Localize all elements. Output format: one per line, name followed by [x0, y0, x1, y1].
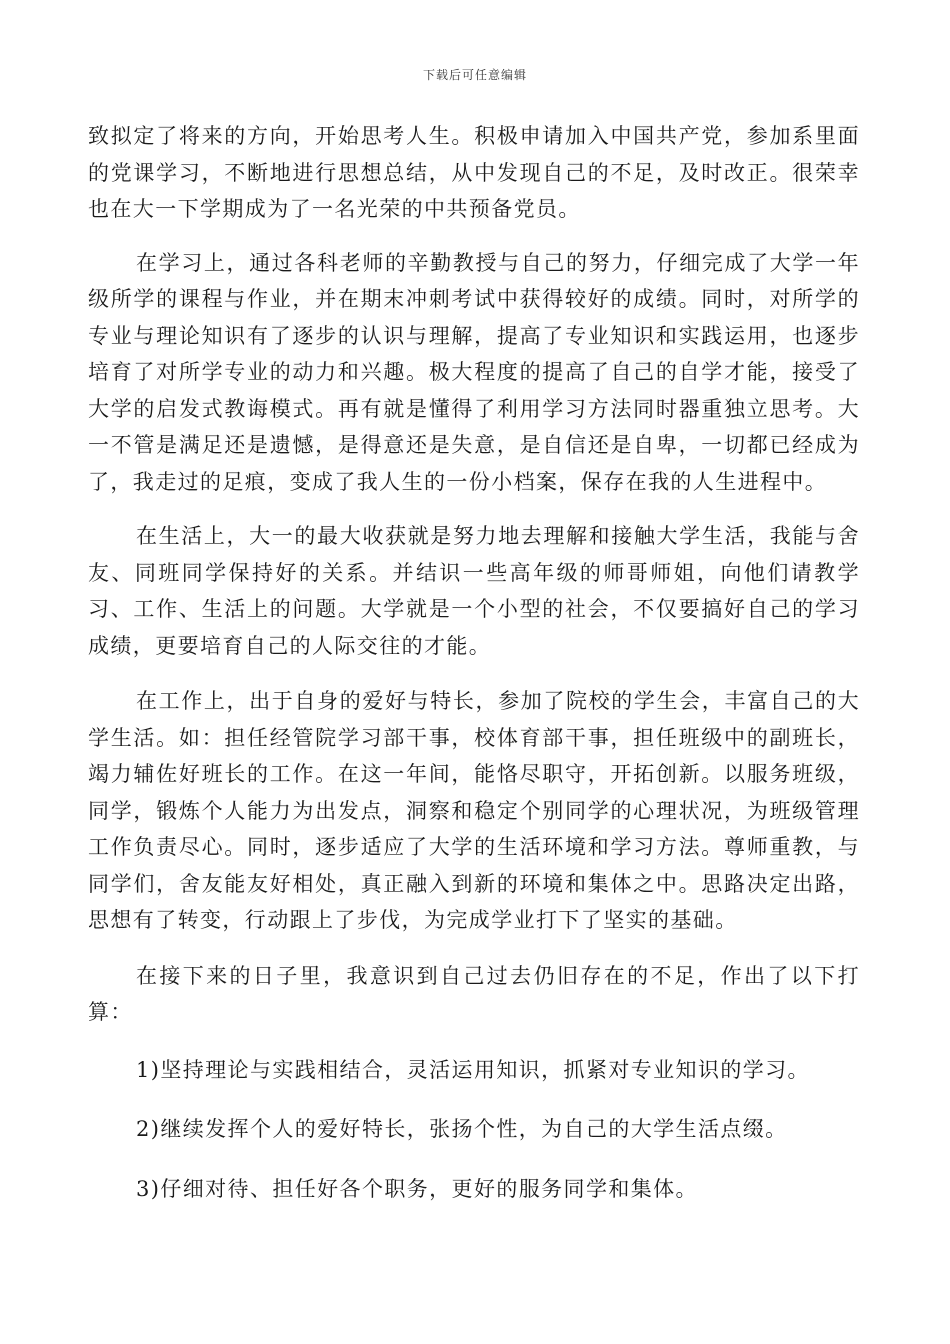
- list-item-plan-2: 2)继续发挥个人的爱好特长，张扬个性，为自己的大学生活点缀。: [136, 1117, 788, 1141]
- paragraph-continuation: 致拟定了将来的方向，开始思考人生。积极申请加入中国共产党，参加系里面的党课学习，不断地进行思想总结，从中发现自己的不足，及时改正。很荣幸也在大一下学期成为了一名光荣的中共预备党员。: [88, 124, 860, 221]
- list-item-plan-3: 3)仔细对待、担任好各个职务，更好的服务同学和集体。: [136, 1176, 698, 1201]
- paragraph-study: 在学习上，通过各科老师的辛勤教授与自己的努力，仔细完成了大学一年级所学的课程与作业，并在期末冲刺考试中获得较好的成绩。同时，对所学的专业与理论知识有了逐步的认识与理解，提高了专业知识和实践运用，也逐步培育了对所学专业的动力和兴趣。极大程度的提高了自己的自学才能，接受了大学的启发式教诲模式。再有就是懂得了利用学习方法同时器重独立思考。大一不管是满足还是遗憾，是得意还是失意，是自信还是自卑，一切都已经成为了，我走过的足痕，变成了我人生的一份小档案，保存在我的人生进程中。: [88, 250, 860, 494]
- page-header-note: 下载后可任意编辑: [422, 68, 527, 82]
- paragraph-life: 在生活上，大一的最大收获就是努力地去理解和接触大学生活，我能与舍友、同班同学保持好的关系。并结识一些高年级的师哥师姐，向他们请教学习、工作、生活上的问题。大学就是一个小型的社会，不仅要搞好自己的学习成绩，更要培育自己的人际交往的才能。: [88, 524, 860, 658]
- list-item-plan-1: 1)坚持理论与实践相结合，灵活运用知识，抓紧对专业知识的学习。: [136, 1057, 810, 1082]
- document-body: [88, 118, 860, 1207]
- paragraph-work: 在工作上，出于自身的爱好与特长，参加了院校的学生会，丰富自己的大学生活。如：担任经管院学习部干事，校体育部干事，担任班级中的副班长，竭力辅佐好班长的工作。在这一年间，能恪尽职守，开拓创新。以服务班级，同学，锻炼个人能力为出发点，洞察和稳定个别同学的心理状况，为班级管理工作负责尽心。同时，逐步适应了大学的生活环境和学习方法。尊师重教，与同学们，舍友能友好相处，真正融入到新的环境和集体之中。思路决定出路，思想有了转变，行动跟上了步伐，为完成学业打下了坚实的基础。: [88, 689, 860, 932]
- paragraph-plans-intro: 在接下来的日子里，我意识到自己过去仍旧存在的不足，作出了以下打算：: [88, 963, 860, 1024]
